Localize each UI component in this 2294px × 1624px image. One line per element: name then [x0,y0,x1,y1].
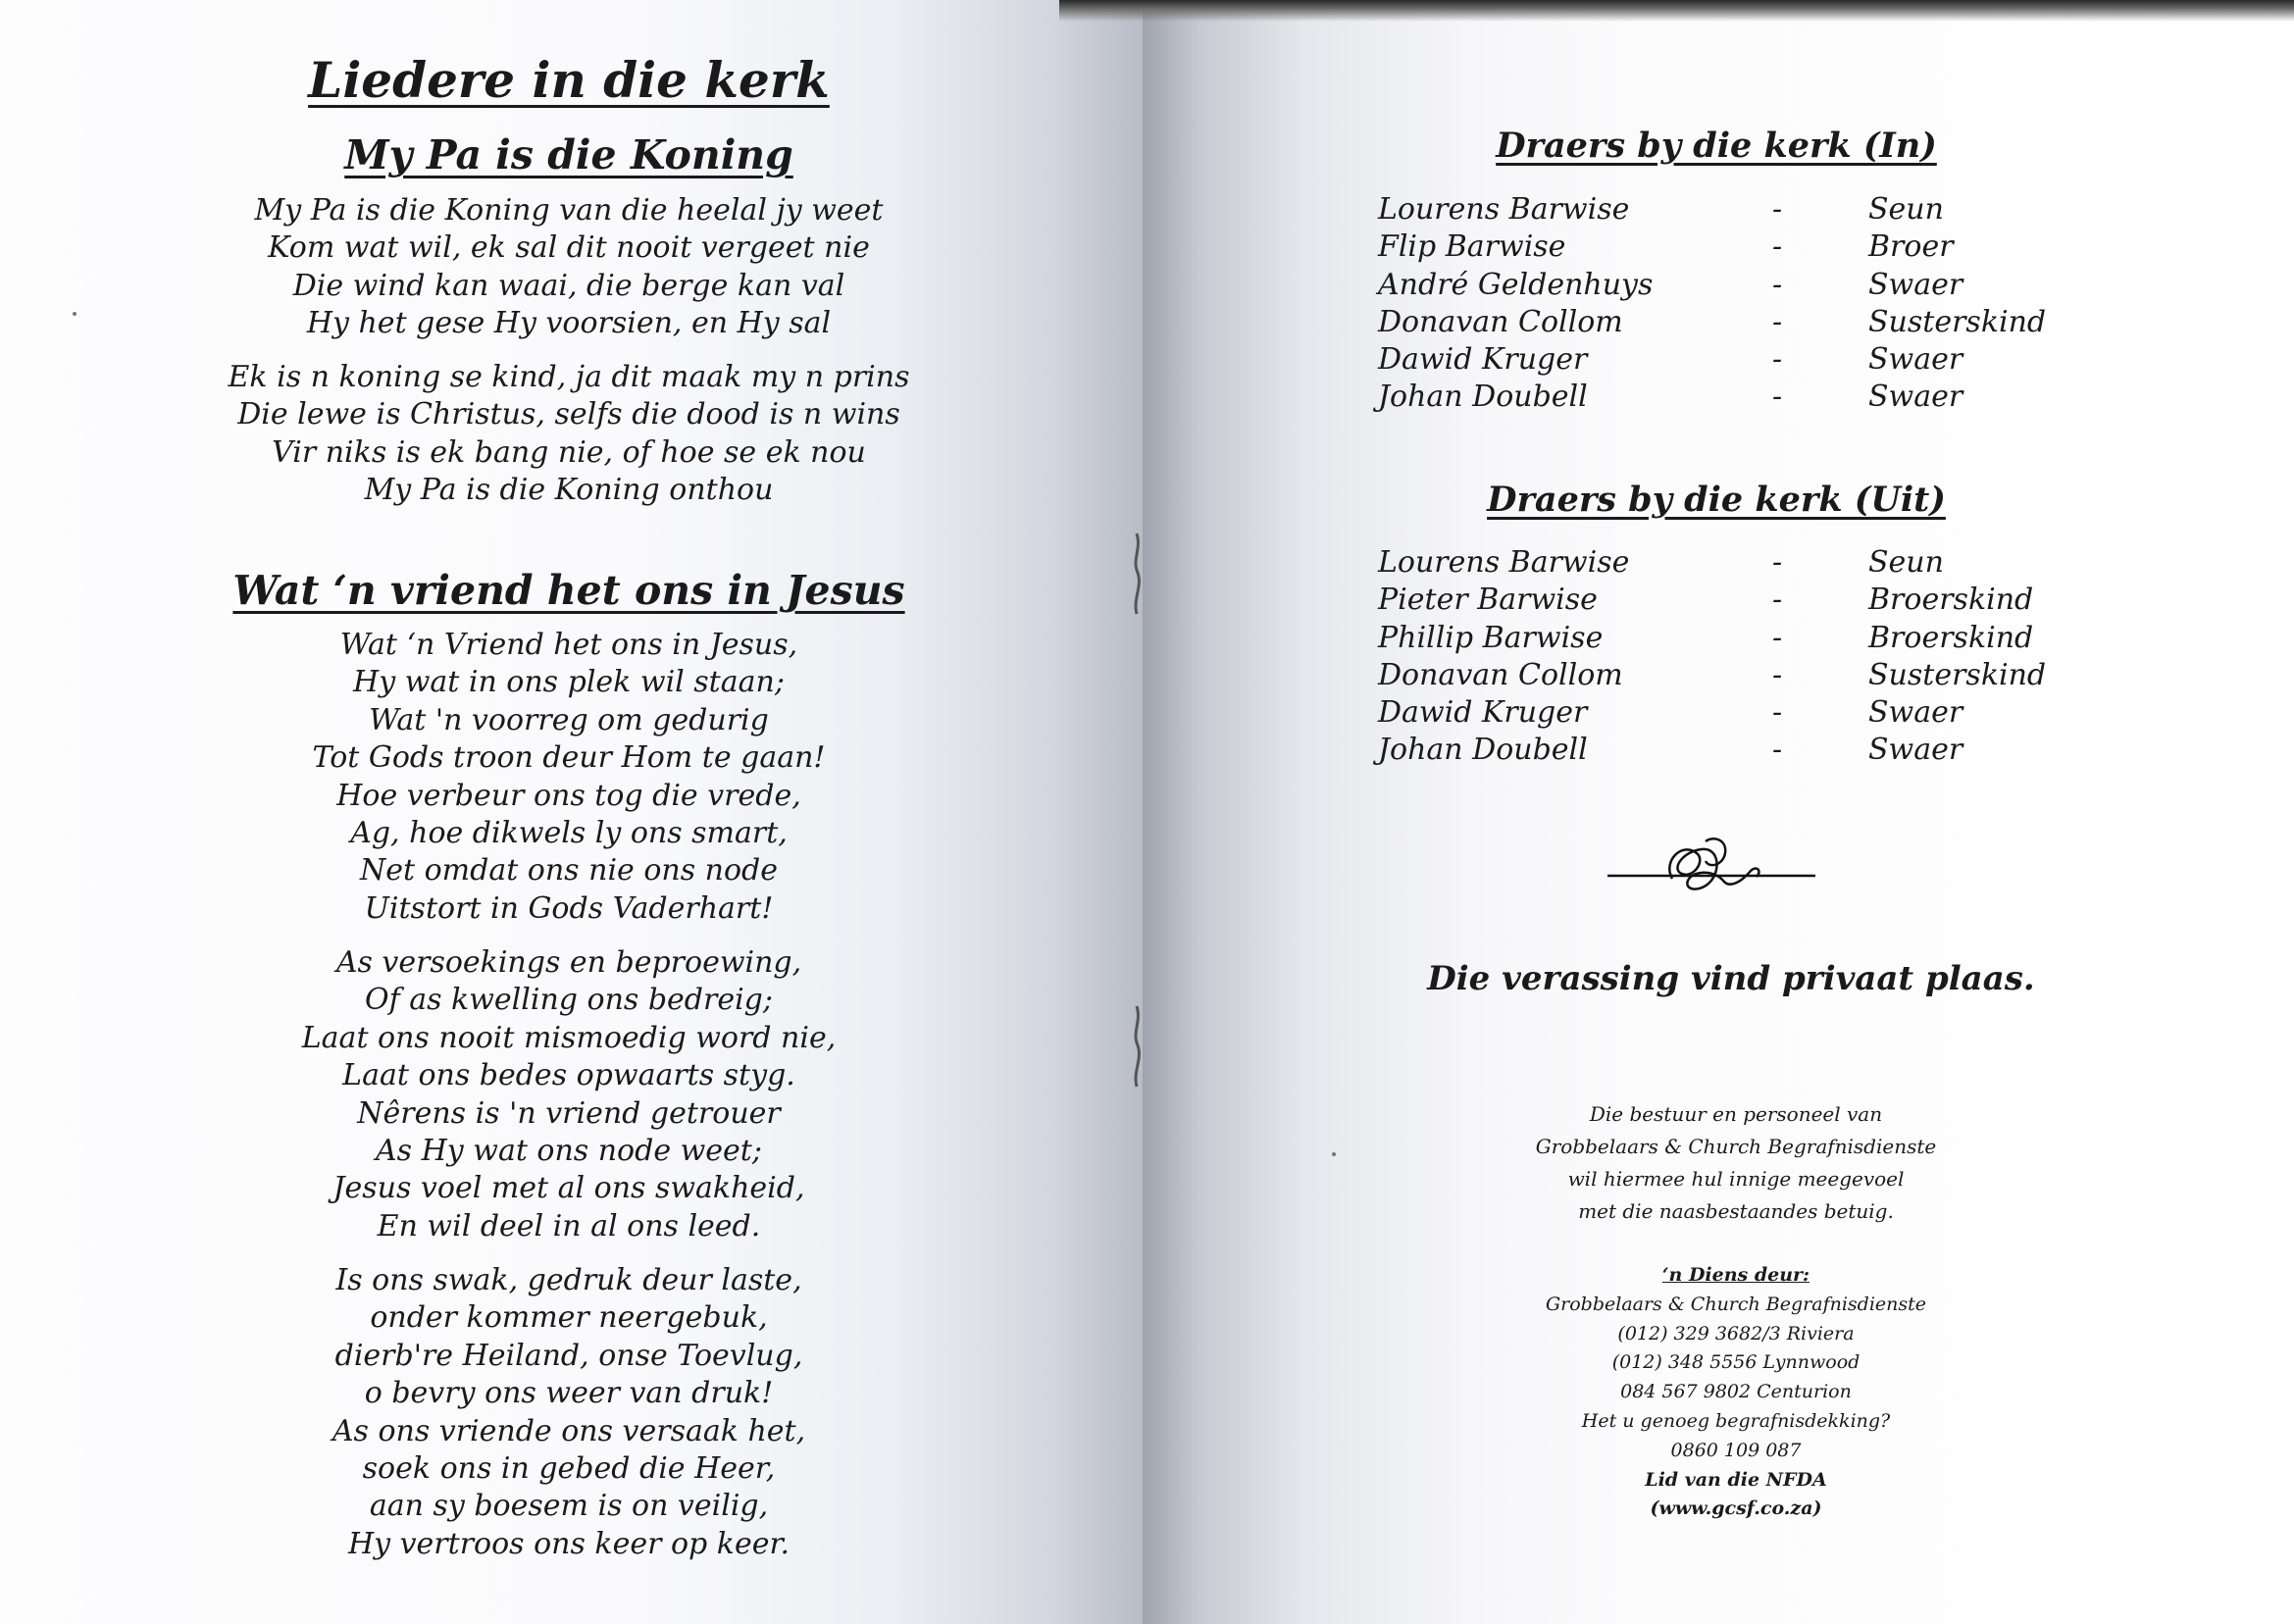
bearer-name: André Geldenhuys [1378,267,1654,302]
nfda-member: Lid van die NFDA [1645,1468,1827,1491]
bearer-row [1378,732,2065,769]
lyric-line: Laat ons bedes opwaarts styg. [342,1058,795,1093]
lyric-line: Is ons swak, gedruk deur laste, [335,1263,802,1297]
lyric-line: En wil deel in al ons leed. [377,1208,761,1243]
bearer-relation: Broerskind [1868,583,2034,618]
left-page [0,0,1143,1624]
bearer-name: Pieter Barwise [1378,583,1598,618]
lyric-line: Tot Gods troon deur Hom te gaan! [312,740,826,776]
bearer-row [1378,267,2065,304]
song-title-1: My Pa is die Koning [344,131,793,178]
condolence-line: met die naasbestaandes betuig. [1578,1199,1894,1223]
bearer-dash: - [1772,733,1783,768]
lyric-line: Kom wat wil, ek sal dit nooit vergeet nie [268,230,870,266]
lyric-line: Ag, hoe dikwels ly ons smart, [350,815,788,850]
bearer-row [1378,582,2065,619]
bearer-relation: Swaer [1868,342,1963,378]
song-title-2: Wat ‘n vriend het ons in Jesus [232,567,905,614]
lyric-line: As versoekings en beproewing, [335,945,802,980]
bearer-relation: Susterskind [1868,304,2047,339]
bearer-name: Donavan Collom [1378,304,1623,339]
staple-icon [1128,1002,1146,1091]
lyric-line: soek ons in gebed die Heer, [362,1450,776,1486]
bearers-in-list [1378,191,2065,417]
lyric-line: Laat ons nooit mismoedig word nie, [301,1020,837,1055]
song-2-stanza-2 [157,944,981,1245]
speck [73,312,76,316]
lyric-line: Hy vertroos ons keer op keer. [347,1526,790,1561]
bearer-dash: - [1772,192,1783,227]
bearer-dash: - [1772,304,1783,339]
condolence-line: wil hiermee hul innige meegevoel [1567,1167,1905,1191]
bearer-row [1378,379,2065,416]
bearer-dash: - [1772,342,1783,378]
flourish-divider-icon [1604,822,1819,910]
bearers-in-title: Draers by die kerk (In) [1496,126,1937,166]
bearer-dash: - [1772,695,1783,731]
lyric-line: Uitstort in Gods Vaderhart! [364,890,774,926]
bearer-row [1378,228,2065,266]
bearer-relation: Swaer [1868,267,1963,302]
condolence-message [1422,1098,2050,1228]
service-line: Het u genoeg begrafnisdekking? [1581,1409,1891,1432]
song-2-stanza-1 [157,627,981,928]
bearer-row [1378,694,2065,732]
service-block [1422,1261,2050,1524]
song-1-stanza-2 [157,359,981,510]
bearer-name: Dawid Kruger [1378,695,1588,731]
service-label: ‘n Diens deur: [1661,1264,1810,1286]
lyric-line: Nêrens is 'n vriend getrouer [357,1095,781,1131]
lyric-line: As ons vriende ons versaak het, [331,1413,806,1448]
bearer-relation: Broer [1868,229,1954,265]
bearer-dash: - [1772,545,1783,580]
bearer-dash: - [1772,267,1783,302]
bearer-row [1378,544,2065,582]
bearer-name: Johan Doubell [1378,733,1588,768]
bearer-relation: Seun [1868,545,1944,580]
website-link: (www.gcsf.co.za) [1650,1497,1822,1520]
lyric-line: Vir niks is ek bang nie, of hoe se ek nou [272,434,866,470]
lyric-line: dierb're Heiland, onse Toevlug, [334,1338,803,1373]
lyric-line: My Pa is die Koning van die heelal jy weet [254,193,884,228]
bearer-dash: - [1772,620,1783,655]
lyric-line: onder kommer neergebuk, [370,1300,768,1336]
bearer-row [1378,657,2065,694]
song-1-stanza-1 [157,192,981,343]
bearer-dash: - [1772,657,1783,692]
condolence-line: Die bestuur en personeel van [1589,1102,1883,1126]
bearer-row [1378,341,2065,379]
page-heading: Liedere in die kerk [308,51,830,109]
lyric-line: Wat 'n voorreg om gedurig [369,702,769,737]
service-line: (012) 348 5556 Lynnwood [1611,1351,1861,1374]
bearer-name: Flip Barwise [1378,229,1566,265]
bearer-row [1378,620,2065,657]
song-2-stanza-3 [157,1262,981,1563]
lyric-line: Of as kwelling ons bedreig; [365,983,773,1018]
lyric-line: My Pa is die Koning onthou [364,473,774,508]
page-top-edge [1059,0,2294,22]
bearer-dash: - [1772,380,1783,415]
lyric-line: As Hy wat ons node weet; [376,1133,762,1168]
bearer-name: Phillip Barwise [1378,620,1604,655]
bearer-row [1378,191,2065,228]
bearer-relation: Susterskind [1868,657,2047,692]
bearers-out-list [1378,544,2065,770]
bearer-row [1378,304,2065,341]
bearer-relation: Swaer [1868,380,1963,415]
bearer-relation: Swaer [1868,695,1963,731]
lyric-line: Hoe verbeur ons tog die vrede, [336,778,801,813]
cremation-note: Die verassing vind privaat plaas. [1427,959,2035,998]
service-line: 084 567 9802 Centurion [1620,1381,1852,1403]
service-line: 0860 109 087 [1670,1439,1802,1461]
service-details [1422,1291,2050,1466]
lyric-line: Ek is n koning se kind, ja dit maak my n prins [228,360,910,394]
bearer-relation: Seun [1868,192,1944,227]
lyric-line: Jesus voel met al ons swakheid, [332,1171,805,1206]
service-line: Grobbelaars & Church Begrafnisdienste [1545,1293,1927,1315]
staple-icon [1128,530,1146,618]
condolence-line: Grobbelaars & Church Begrafnisdienste [1535,1135,1937,1158]
lyric-line: Hy wat in ons plek wil staan; [353,665,785,700]
lyric-line: Die lewe is Christus, selfs die dood is n wins [237,397,900,432]
lyric-line: Wat ‘n Vriend het ons in Jesus, [339,628,798,662]
bearer-name: Dawid Kruger [1378,342,1588,378]
lyric-line: Net omdat ons nie ons node [360,853,778,888]
bearer-relation: Swaer [1868,733,1963,768]
lyric-line: Hy het gese Hy voorsien, en Hy sal [306,306,832,341]
bearer-dash: - [1772,583,1783,618]
bearers-out-title: Draers by die kerk (Uit) [1487,480,1946,520]
bearer-name: Lourens Barwise [1378,192,1630,227]
lyric-line: aan sy boesem is on veilig, [369,1489,769,1524]
bearer-name: Johan Doubell [1378,380,1588,415]
service-line: (012) 329 3682/3 Riviera [1617,1322,1855,1345]
bearer-name: Donavan Collom [1378,657,1623,692]
lyric-line: Die wind kan waai, die berge kan val [292,268,845,303]
bearer-relation: Broerskind [1868,620,2034,655]
bearer-dash: - [1772,229,1783,265]
lyric-line: o bevry ons weer van druk! [364,1376,774,1411]
speck [1332,1152,1336,1156]
bearer-name: Lourens Barwise [1378,545,1630,580]
